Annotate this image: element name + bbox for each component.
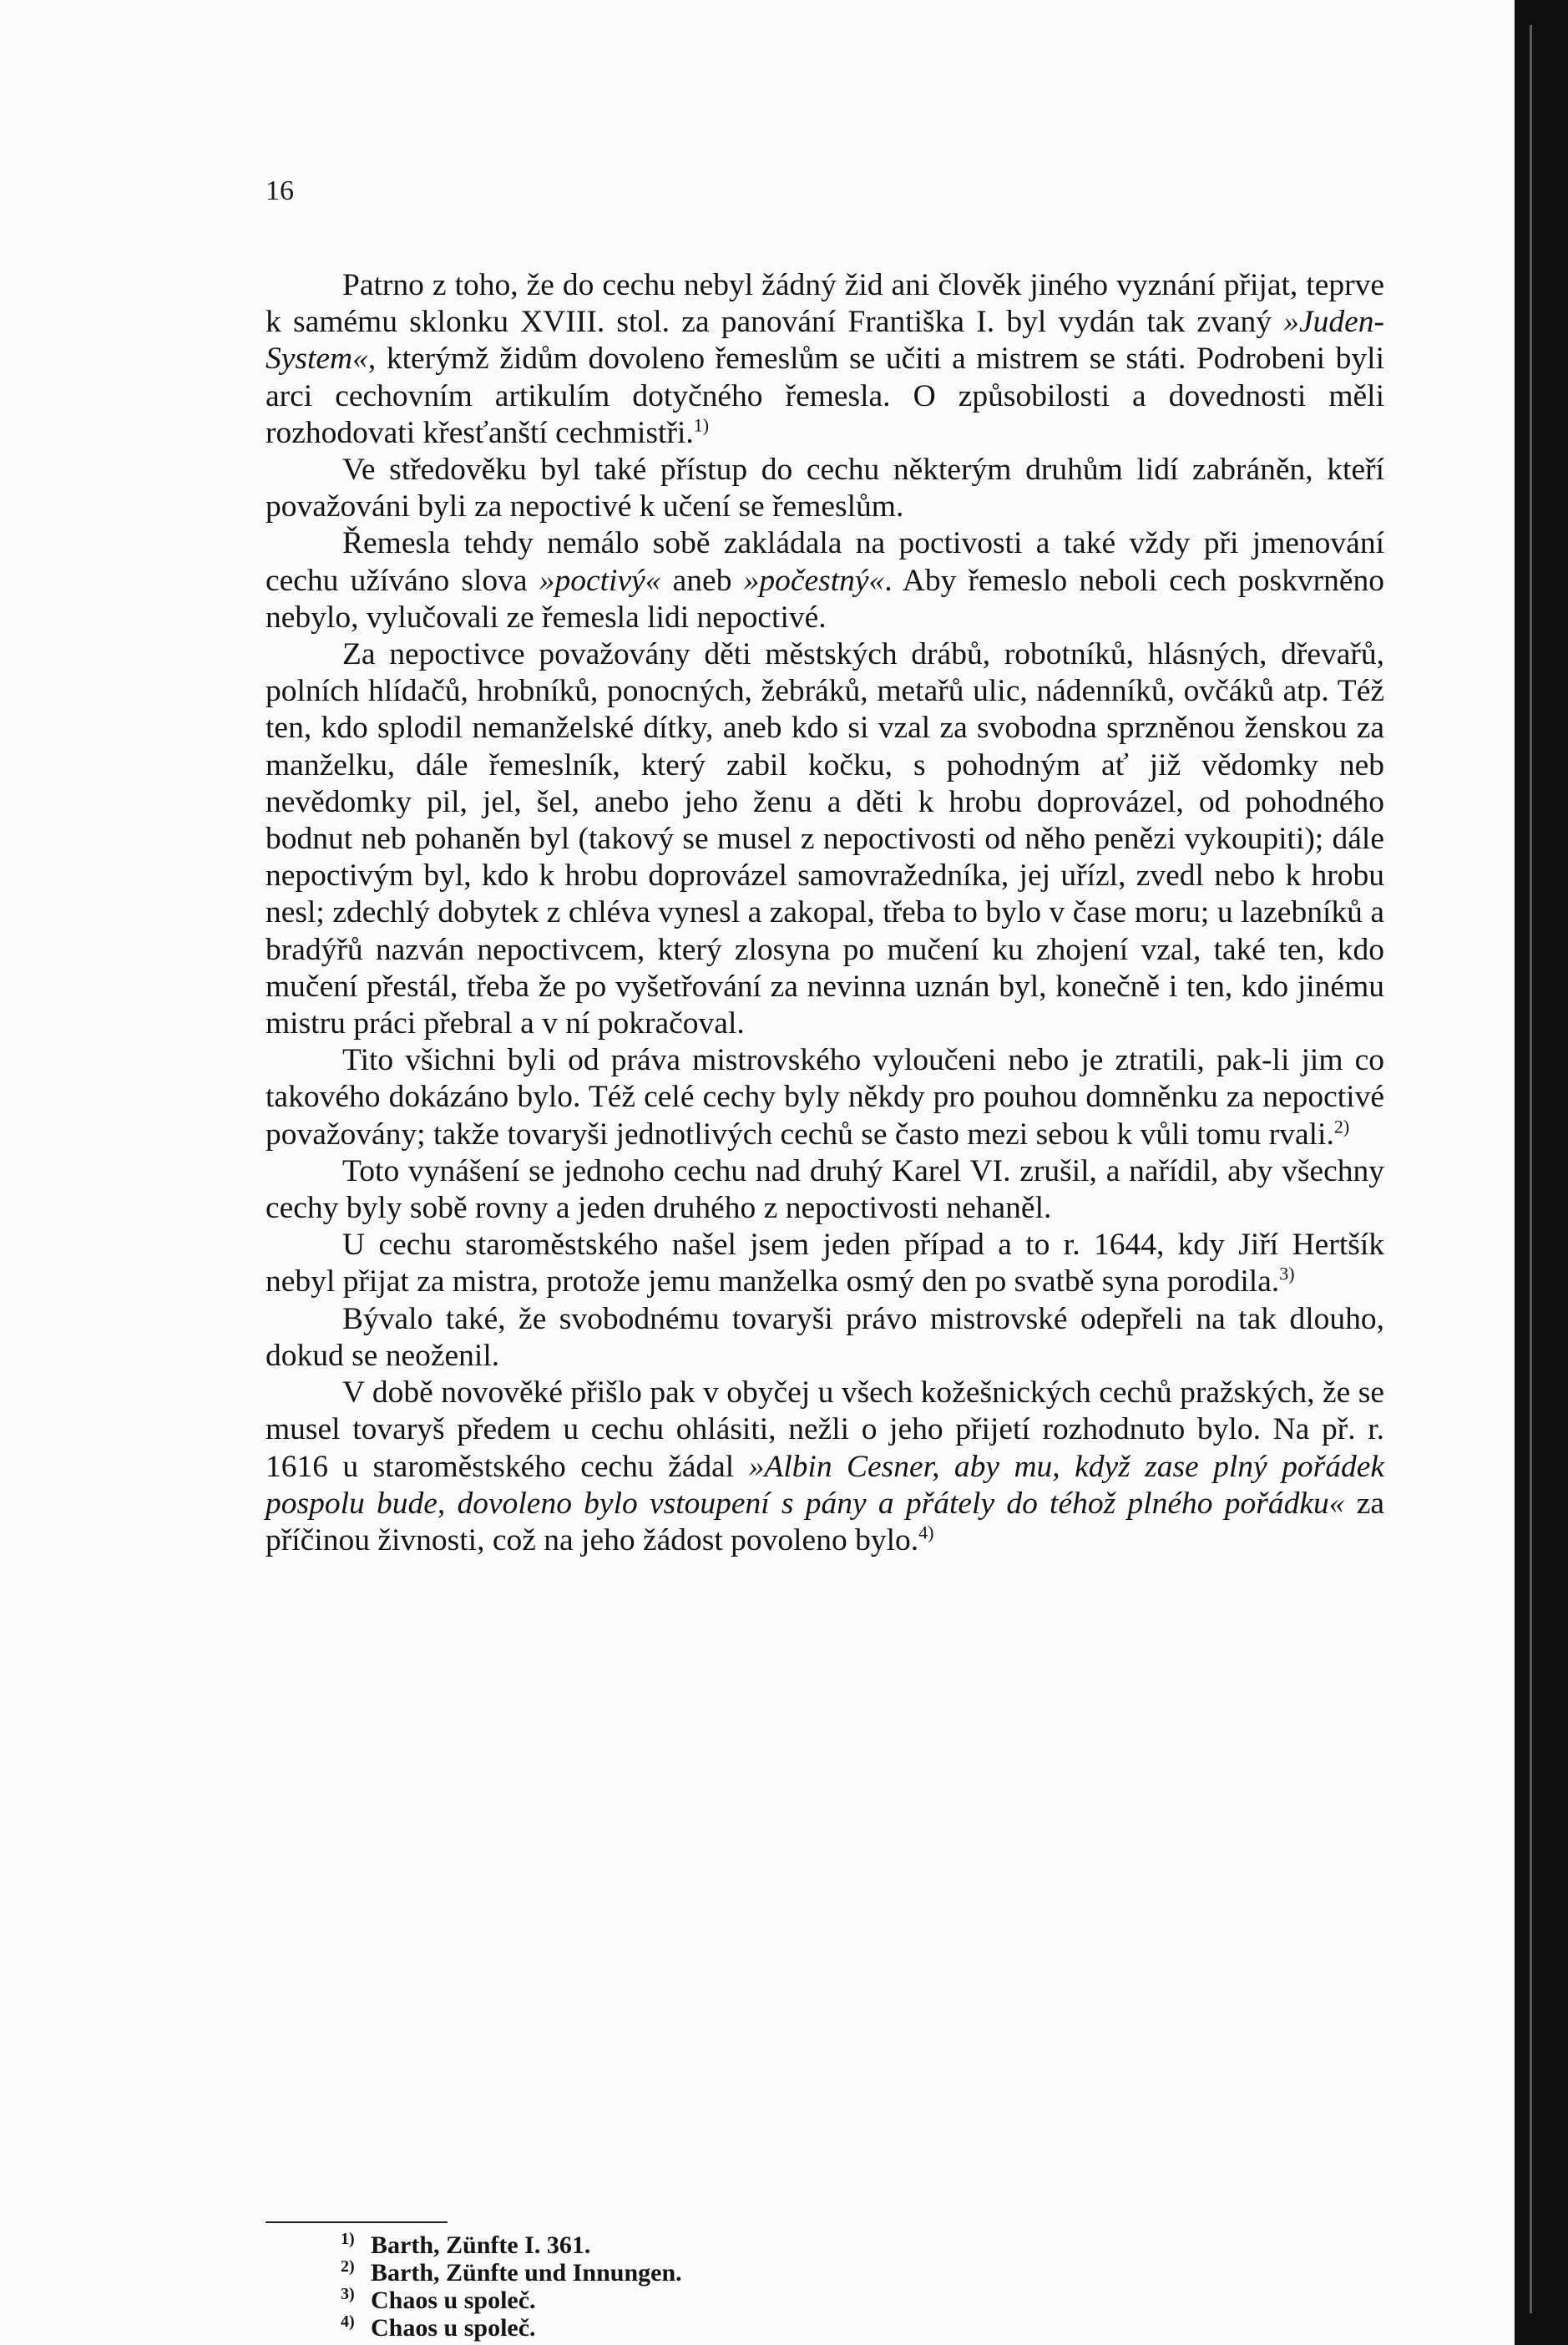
paragraph: [266, 452, 1384, 525]
body-text: [266, 267, 1384, 1559]
paragraph: [266, 1301, 1384, 1375]
page-number: 16: [266, 175, 294, 206]
paragraph-text: Ve středověku byl také přístup do cechu některým druhům lidí zabráněn, kteří považováni byli za nepoctivé k učení se řemeslům.: [266, 453, 1384, 524]
paragraph-text: Patrno z toho, že do cechu nebyl žádný žid ani člověk jiného vyznání přijat, teprve k samému sklonku XVIII. stol. za panování Františka I. byl vydán tak zvaný: [266, 268, 1384, 340]
italic-phrase: »Albin Cesner, aby mu, když zase plný pořádek pospolu bude, dovoleno bylo vstoupení s pány a přátely do téhož plného pořádku«: [266, 1449, 1384, 1521]
footnote-ref: 3): [1279, 1263, 1295, 1284]
paragraph: [266, 1042, 1384, 1153]
paragraph: [266, 525, 1384, 636]
paragraph-text: aneb: [660, 563, 744, 598]
paragraph-text: Bývalo také, že svobodnému tovaryši právo mistrovské odepřeli na tak dlouho, dokud se neoženil.: [266, 1301, 1384, 1373]
paragraph-text: . Aby řemeslo neboli cech poskvrněno nebylo, vylučovali ze řemesla lidi nepoctivé.: [266, 563, 1384, 635]
paragraph-text: Za nepoctivce považovány děti městských drábů, robotníků, hlásných, dřevařů, polních hlídačů, hrobníků, ponocných, žebráků, metařů ulic, nádenníků, ovčáků atp. Též ten, kdo splodil nemanželské dítky, aneb kdo si vzal za svobodna sprzněnou ženskou za manželku, dále řemeslník, který zabil kočku, s pohodným ať již vědomky neb nevědomky pil, jel, šel, anebo jeho ženu a děti k hrobu doprovázel, od pohodného bodnut neb pohaněn byl (takový se musel z nepoctivosti od něho penězi vykoupiti); dále nepoctivým byl, kdo k hrobu doprovázel samovražedníka, jej uřízl, zvedl nebo k hrobu nesl; zdechlý dobytek z chléva vynesl a zakopal, třeba to bylo v čase moru; u lazebníků a bradýřů nazván nepoctivcem, který zlosyna po mučení ku zhojení vzal, také ten, kdo mučení přestál, třeba že po vyšetřování za nevinna uznán byl, konečně i ten, kdo jinému mistru práci přebral a v ní pokračoval.: [266, 637, 1384, 1041]
paragraph-text: za příčinou živnosti, což na jeho žádost povoleno bylo.: [266, 1486, 1385, 1557]
footnote-ref: 2): [1333, 1116, 1350, 1137]
footnote: 3) Chaos u společ.: [341, 2285, 536, 2314]
footnote-text: Barth, Zünfte I. 361.: [371, 2231, 591, 2259]
paragraph: [266, 1153, 1384, 1227]
paragraph-text: V době novověké přišlo pak v obyčej u všech kožešnických cechů pražských, že se musel tovaryš předem u cechu ohlásiti, nežli o jeho přijetí rozhodnuto bylo. Na př. r. 1616 u staroměstského cechu žádal: [266, 1375, 1384, 1484]
italic-phrase: »Juden-System«: [266, 305, 1384, 377]
footnote: 4) Chaos u společ.: [341, 2312, 536, 2342]
paragraph: [266, 636, 1384, 1042]
footnote: 2) Barth, Zünfte und Innungen.: [341, 2257, 682, 2287]
footnote-text: Chaos u společ.: [371, 2287, 536, 2314]
footnote-text: Barth, Zünfte und Innungen.: [371, 2259, 682, 2287]
footnote-ref: 1): [693, 414, 710, 436]
paragraph-text: U cechu staroměstského našel jsem jeden případ a to r. 1644, kdy Jiří Hertšík nebyl přijat za mistra, protože jemu manželka osmý den po svatbě syna porodila.: [266, 1228, 1384, 1299]
italic-phrase: »počestný«: [743, 563, 885, 598]
paragraph-text: Toto vynášení se jednoho cechu nad druhý Karel VI. zrušil, a nařídil, aby všechny cechy byly sobě rovny a jeden druhého z nepoctivosti nehaněl.: [266, 1153, 1384, 1226]
paragraph: [266, 1227, 1384, 1300]
paragraph: [266, 267, 1384, 452]
footnote-divider: [266, 2221, 448, 2223]
footnotes: [341, 2231, 682, 2342]
paragraph-text: , kterýmž židům dovoleno řemeslům se učiti a mistrem se státi. Podrobeni byli arci cechovním artikulím dotyčného řemesla. O způsobilosti a dovednosti měli rozhodovati křesťanští cechmistři.: [266, 342, 1384, 450]
italic-phrase: »poctivý«: [539, 563, 661, 598]
paragraph-text: Tito všichni byli od práva mistrovského vyloučeni nebo je ztratili, pak-li jim co takového dokázáno bylo. Též celé cechy byly někdy pro pouhou domněnku za nepoctivé považovány; takže tovaryši jednotlivých cechů se často mezi sebou k vůli tomu rvali.: [266, 1043, 1384, 1152]
footnote: 1) Barth, Zünfte I. 361.: [341, 2230, 591, 2259]
paragraph-text: Řemesla tehdy nemálo sobě zakládala na poctivosti a také vždy při jmenování cechu užíváno slova: [266, 526, 1384, 598]
scan-border: [1515, 0, 1568, 2345]
scan-edge-line: [1530, 25, 1532, 2313]
paragraph: [266, 1375, 1384, 1559]
footnote-ref: 4): [918, 1522, 934, 1543]
footnote-text: Chaos u společ.: [371, 2314, 536, 2342]
